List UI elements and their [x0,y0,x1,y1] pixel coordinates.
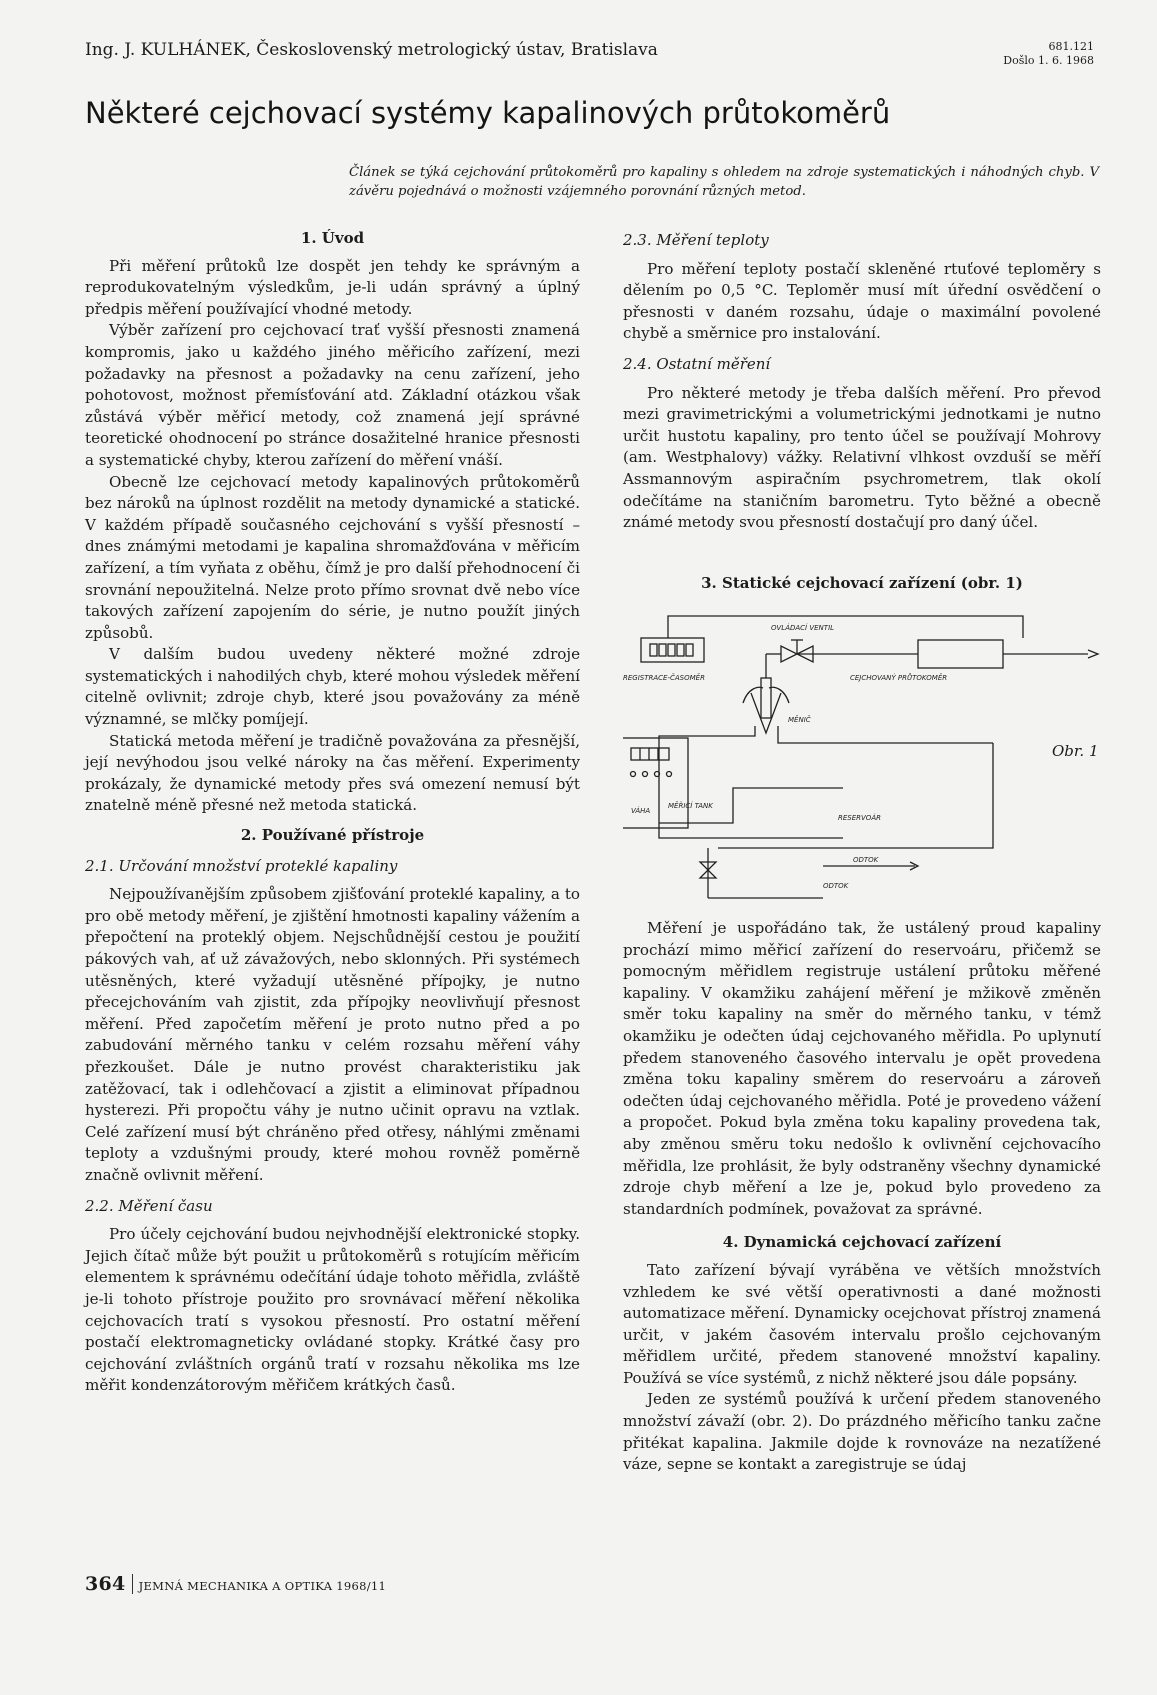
signal-line [668,616,1023,638]
tank-bottom [659,823,843,838]
abstract: Článek se týká cejchování průtokoměrů pro kapaliny s ohledem na zdroje systematických i náhodných chyb. V závěru pojednává o možnosti vzájemného porovnání různých metod. [349,165,1099,199]
subsection-heading: 2.2. Měření času [85,1196,213,1215]
author-line: Ing. J. KULHÁNEK, Československý metrologický ústav, Bratislava [85,40,658,60]
left-column [85,228,580,1397]
footer-divider [132,1574,133,1594]
journal-name: JEMNÁ MECHANIKA A OPTIKA 1968/11 [138,1579,387,1593]
figure-caption: Obr. 1 [1052,742,1099,760]
udc-block [1003,40,1094,68]
right-column-top [623,230,1101,534]
paragraph: Pro účely cejchování budou nejvhodnější elektronické stopky. Jejich čítač může být použit u průtokoměrů s rotujícím měřicím elementem k správnému odečítání údaje tohoto měřidla, zvláště je-li tohoto přístroje použito pro srovnávací měření několika cejchovacích tratí s vysokou přesností. Pro ostatní měření postačí elektromagneticky ovládané stopky. Krátké časy pro cejchování zvláštních orgánů tratí v rozsahu několika ms lze měřit kondenzátorovým měřičem krátkých časů. [85,1225,580,1395]
right-column-bottom [623,918,1101,1476]
valve-label: OVLÁDACÍ VENTIL [771,624,835,632]
scale-display [631,748,669,760]
reservoir-outline [718,743,993,848]
paragraph: Obecně lze cejchovací metody kapalinových průtokoměrů bez nároků na úplnost rozdělit na metody dynamické a statické. V každém případě současného cejchování s vyšší přesností – dnes známými metodami je kapalina shromažďována v měřicím zařízení, a tím vyňata z oběhu, čímž je pro další přehodnocení či srovnání nepoužitelná. Nelze proto přímo srovnat dvě nebo více takových zařízení zapojením do série, je nutno použít jiných způsobů. [85,472,580,642]
diverter-arc-right [769,687,789,703]
control-valve-icon [781,640,813,662]
paragraph: Jeden ze systémů používá k určení předem stanoveného množství závaží (obr. 2). Do prázdného měřicího tanku začne přitékat kapalina. Jakmile dojde k rovnováze na nezatížené váze, sepne se kontakt a zaregistruje se údaj [623,1390,1101,1474]
inlet-arrow [1088,650,1098,658]
paragraph: V dalším budou uvedeny některé možné zdroje systematických i nahodilých chyb, které mohou výsledek měření citelně ovlivnit; zdroje chyb, které jsou považovány za méně významné, se mlčky pomíjejí. [85,645,580,729]
calibration-diagram [623,608,1101,908]
reservoir-label: RESERVOÁR [838,814,881,822]
paragraph: Tato zařízení bývají vyráběna ve větších množstvích vzhledem ke své větší operativnosti a dané možnosti automatizace měření. Dynamicky ocejchovat přístroj znamená určit, v jakém časovém intervalu prošlo cejchovaným měřidlem určité, předem stanovené množství kapaliny. Používá se více systémů, z nichž některé jsou dále popsány. [623,1260,1101,1387]
subsection-heading: 2.3. Měření teploty [623,231,769,249]
subsection-heading: 2.4. Ostatní měření [623,354,771,373]
outflow-label-1: ODTOK [853,856,879,864]
received-date: Došlo 1. 6. 1968 [1003,53,1094,67]
section-heading-instruments: 2. Používané přístroje [240,826,425,845]
paragraph: Měření je uspořádáno tak, že ustálený proud kapaliny prochází mimo měřicí zařízení do reservoáru, přičemž se pomocným měřidlem registruje ustálení průtoku měřené kapaliny. V okamžiku zahájení měření je mžikově změněn směr toku kapaliny na směr do měrného tanku, v témž okamžiku je odečten údaj cejchovaného měřidla. Po uplynutí předem stanoveného časového intervalu je opět provedena změna toku kapaliny směrem do reservoáru a zároveň odečten údaj cejchovaného měřidla. Poté je provedeno vážení a propočet. Pokud byla změna toku kapaliny provedena tak, aby změnou směru toku nedošlo k ovlivnění cejchovacího měřidla, lze prohlásit, že byly odstraněny všechny dynamické zdroje chyb měření a lze je, pokud bylo provedeno za standardních podmínek, považovat za správné. [623,919,1101,1218]
page-footer [85,1573,386,1595]
reservoir-feed [778,726,993,743]
paragraph: Při měření průtoků lze dospět jen tehdy ke správným a reprodukovatelným výsledkům, je-li udán správný a úplný předpis měření používající vhodné metody. [85,256,580,318]
paragraph: Výběr zařízení pro cejchovací trať vyšší přesnosti znamená kompromis, jako u každého jiného měřicího zařízení, mezi požadavky na přesnost a požadavky na cenu zařízení, jeho pohotovost, možnost přemísťování atd. Základní otázkou však zůstává výběr měřicí metody, což znamená její správné teoretické ohodnocení po stránce dosažitelné hranice přesnosti a systematické chyby, kterou zařízení do měření vnáší. [85,321,580,469]
scale-label: VÁHA [631,807,651,815]
section-heading-static: 3. Statické cejchovací zařízení (obr. 1) [701,574,1023,592]
meter-box [918,640,1003,668]
diverter-nozzle [761,678,771,718]
article-title: Některé cejchovací systémy kapalinových průtokoměrů [85,96,891,130]
paragraph: Pro některé metody je třeba dalších měření. Pro převod mezi gravimetrickými a volumetrickými jednotkami je nutno určit hustotu kapaliny, pro tento účel se používají Mohrovy (am. Westphalovy) vážky. Relativní vlhkost ovzduší se měří Assmannovým aspiračním psychrometrem, tlak okolí odečítáme na staničním barometru. Tyto běžné a obecně známé metody svou přesností dostačují pro daný účel. [623,383,1101,532]
diverter-label: MĚNIČ [788,716,811,724]
paragraph: Pro měření teploty postačí skleněné rtuťové teploměry s dělením po 0,5 °C. Teploměr musí mít úřední osvědčení o přesnosti v daném rozsahu, údaje o maximální povolené chybě a směrnice pro instalování. [623,259,1101,343]
section-heading-intro: 1. Úvod [300,229,365,247]
outflow-label-2: ODTOK [823,882,849,890]
meter-label: CEJCHOVANÝ PRŮTOKOMĚR [850,674,948,682]
paragraph: Nejpoužívanějším způsobem zjišťování proteklé kapaliny, a to pro obě metody měření, je zjištění hmotnosti kapaliny vážením a přepočtení na proteklý objem. Nejschůdnější cestou je použití pákových vah, ať už závažových, nebo sklonných. Při systémech utěsněných, které vyžadují utěsněné přípojky, je nutno přecejchováním vah zjistit, zda přípojky neovlivňují přesnost měření. Před započetím měření je proto nutno před a po zabudování měrného tanku v celém rozsahu měření váhy přezkoušet. Dále je nutno provést charakteristiku jak zatěžovací, tak i odlehčovací a zjistit a eliminovat případnou hysterezi. Při propočtu váhy je nutno učinit opravu na vztlak. Celé zařízení musí být chráněno před otřesy, náhlými změnami teploty a vzdušnými proudy, které mohou rovněž poměrně značně ovlivnit měření. [85,885,580,1184]
diverter-arc-left [743,687,763,703]
section-heading-dynamic: 4. Dynamická cejchovací zařízení [722,1233,1002,1252]
tank-label: MĚŘICÍ TANK [668,802,713,810]
registration-digits [650,644,693,656]
figure-1-diagram [623,608,1101,908]
udc-code: 681.121 [1048,40,1094,53]
subsection-heading: 2.1. Určování množství proteklé kapaliny [85,856,398,875]
page-number: 364 [85,1573,126,1595]
paragraph: Statická metoda měření je tradičně považována za přesnější, její nevýhodou jsou velké nároky na čas měření. Experimenty prokázaly, že dynamické metody přes svá omezení nemusí být znatelně méně přesné než metoda statická. [85,731,580,815]
registration-label: REGISTRACE-ČASOMĚR [623,674,705,682]
